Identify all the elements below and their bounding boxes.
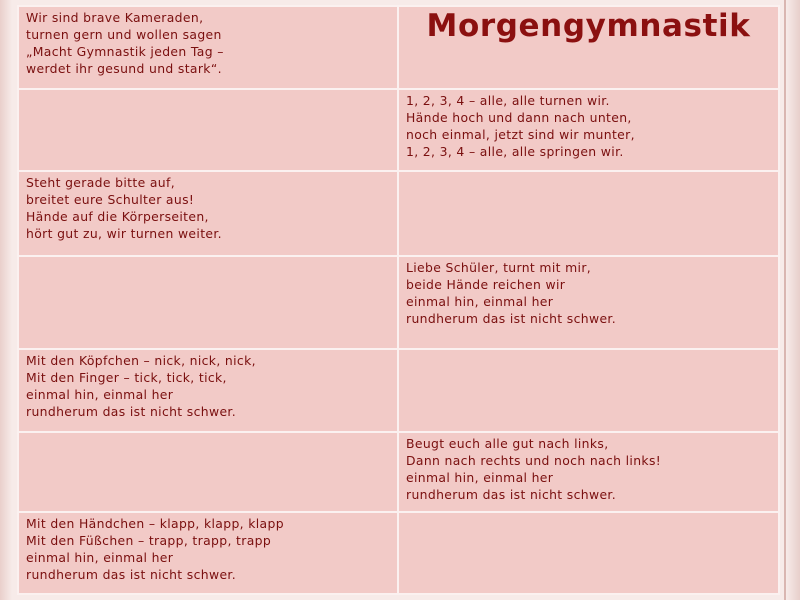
title-cell [398,6,779,89]
empty-cell-left [18,89,398,171]
stanza-cell-left: Steht gerade bitte auf, breitet eure Schulter aus! Hände auf die Körperseiten, hört gut zu, wir turnen weiter. [18,171,398,256]
stanza-cell-left: Mit den Händchen – klapp, klapp, klapp Mit den Füßchen – trapp, trapp, trapp einmal hin, einmal her rundherum das ist nicht schwer. [18,512,398,594]
stanza-cell-left: Mit den Köpfchen – nick, nick, nick, Mit den Finger – tick, tick, tick, einmal hin, einmal her rundherum das ist nicht schwer. [18,349,398,432]
page-edge [784,0,786,600]
stanza-cell-right: Liebe Schüler, turnt mit mir, beide Hände reichen wir einmal hin, einmal her rundherum das ist nicht schwer. [398,256,779,349]
empty-cell-right [398,171,779,256]
stanza-cell-right: Beugt euch alle gut nach links, Dann nach rechts und noch nach links! einmal hin, einmal her rundherum das ist nicht schwer. [398,432,779,512]
poem-table [17,5,780,595]
table-row [18,432,779,512]
page-title: Morgengymnastik [426,8,751,44]
table-row [18,89,779,171]
empty-cell-left [18,256,398,349]
table-row [18,6,779,89]
stanza-cell-left: Wir sind brave Kameraden, turnen gern und wollen sagen „Macht Gymnastik jeden Tag – werdet ihr gesund und stark“. [18,6,398,89]
table-row [18,171,779,256]
empty-cell-left [18,432,398,512]
table-row [18,512,779,594]
empty-cell-right [398,349,779,432]
table-row [18,256,779,349]
stanza-cell-right: 1, 2, 3, 4 – alle, alle turnen wir. Hände hoch und dann nach unten, noch einmal, jetzt sind wir munter, 1, 2, 3, 4 – alle, alle springen wir. [398,89,779,171]
table-row [18,349,779,432]
empty-cell-right [398,512,779,594]
